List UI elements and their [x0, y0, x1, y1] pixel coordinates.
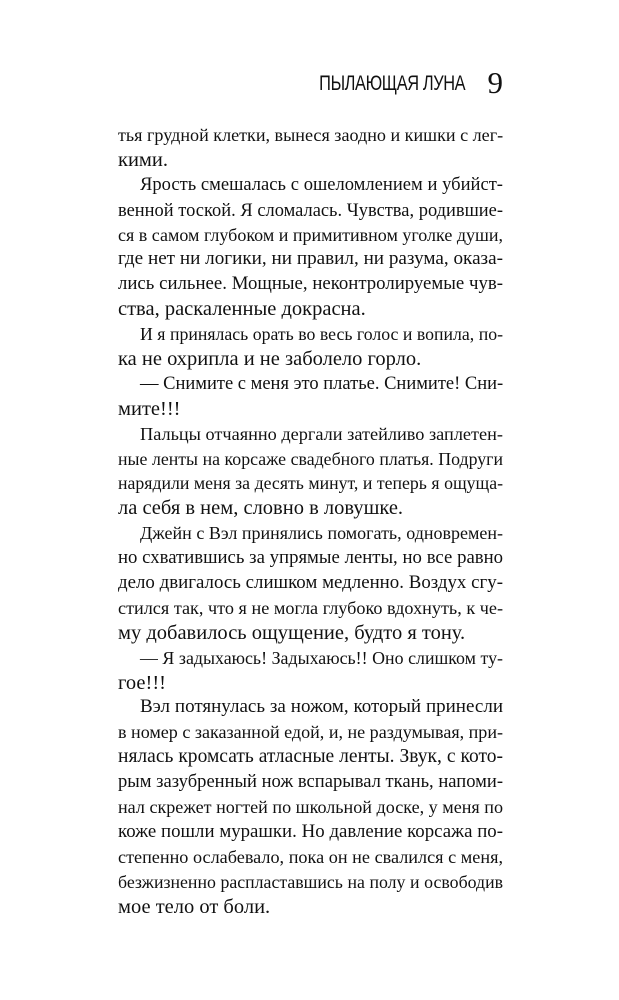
text-line	[118, 795, 503, 820]
text-line-content: — Я задыхаюсь! Задыхаюсь!! Оно слишком ту-	[140, 647, 503, 668]
body-text	[118, 123, 503, 920]
text-line	[118, 297, 503, 322]
text-line-content: стился так, что я не могла глубоко вдохнуть, к че-	[118, 597, 503, 618]
text-line	[118, 447, 503, 472]
text-line-content: ла себя в нем, словно в ловушке.	[118, 497, 404, 520]
text-line-content: Вэл потянулась за ножом, который принесли	[140, 696, 503, 718]
text-line	[118, 347, 503, 372]
text-line	[118, 272, 503, 297]
text-line-content: нал скрежет ногтей по школьной доске, у меня по	[118, 797, 503, 818]
text-line-content: дело двигалось слишком медленно. Воздух сгу-	[118, 572, 503, 594]
text-line-content: му добавилось ощущение, будто я тону.	[118, 621, 466, 644]
text-line-content: ные ленты на корсаже свадебного платья. Подруги	[118, 448, 503, 469]
text-line	[118, 546, 503, 571]
text-line-content: лись сильнее. Мощные, неконтролируемые чув-	[118, 273, 503, 295]
text-line-content: Ярость смешалась с ошеломлением и убийст-	[140, 173, 503, 195]
text-line	[118, 397, 503, 422]
text-line	[118, 422, 503, 447]
text-line-content: венной тоской. Я сломалась. Чувства, родившие-	[118, 199, 503, 220]
text-line-content: мите!!!	[118, 397, 181, 420]
text-line	[118, 322, 503, 347]
text-line	[118, 571, 503, 596]
text-line	[118, 198, 503, 223]
text-line-content: ства, раскаленные докрасна.	[118, 298, 366, 321]
text-line-content: кими.	[118, 148, 168, 171]
text-line	[118, 895, 503, 920]
text-line-content: безжизненно распластавшись на полу и освободив	[118, 871, 503, 892]
text-line-content: степенно ослабевало, пока он не свалился с меня,	[118, 846, 503, 867]
text-line-content: Пальцы отчаянно дергали затейливо заплетен-	[140, 423, 503, 444]
text-line-content: ся в самом глубоком и примитивном уголке души,	[118, 224, 503, 245]
text-line	[118, 148, 503, 173]
text-line-content: Джейн с Вэл принялись помогать, одновремен-	[140, 523, 503, 544]
text-line	[118, 247, 503, 272]
text-line-content: И я принялась орать во весь голос и вопила, по-	[140, 324, 503, 345]
text-line-content: тья грудной клетки, вынеся заодно и кишки с лег-	[118, 125, 504, 145]
text-line	[118, 820, 503, 845]
text-line	[118, 745, 503, 770]
text-line-content: нялась кромсать атласные ленты. Звук, с кото-	[118, 746, 503, 768]
text-line-content: нарядили меня за десять минут, и теперь я ощуща-	[118, 473, 503, 494]
text-line-content: но схватившись за упрямые ленты, но все равно	[118, 547, 503, 569]
text-line	[118, 471, 503, 496]
text-line	[118, 123, 503, 148]
text-line	[118, 870, 503, 895]
text-line	[118, 671, 503, 696]
text-line	[118, 720, 503, 745]
text-line	[118, 521, 503, 546]
text-line	[118, 621, 503, 646]
running-head: ПЫЛАЮЩАЯ ЛУНА	[318, 72, 465, 95]
text-line	[118, 646, 503, 671]
text-line	[118, 173, 503, 198]
text-line-content: рым зазубренный нож вспарывал ткань, напоми-	[118, 771, 503, 793]
page-number: 9	[487, 65, 503, 100]
text-line	[118, 770, 503, 795]
text-line	[118, 496, 503, 521]
text-line-content: ка не охрипла и не заболело горло.	[118, 348, 422, 371]
text-line-content: мое тело от боли.	[118, 895, 271, 918]
text-line-content: — Снимите с меня это платье. Снимите! Сни-	[140, 373, 504, 394]
text-line	[118, 223, 503, 248]
text-line-content: коже пошли мурашки. Но давление корсажа по-	[118, 820, 503, 842]
text-line-content: в номер с заказанной едой, и, не раздумывая, при-	[118, 722, 503, 743]
text-line	[118, 596, 503, 621]
text-line-content: гое!!!	[118, 671, 166, 694]
text-line-content: где нет ни логики, ни правил, ни разума, оказа-	[118, 248, 503, 270]
text-line	[118, 845, 503, 870]
text-line	[118, 372, 503, 397]
text-line	[118, 695, 503, 720]
